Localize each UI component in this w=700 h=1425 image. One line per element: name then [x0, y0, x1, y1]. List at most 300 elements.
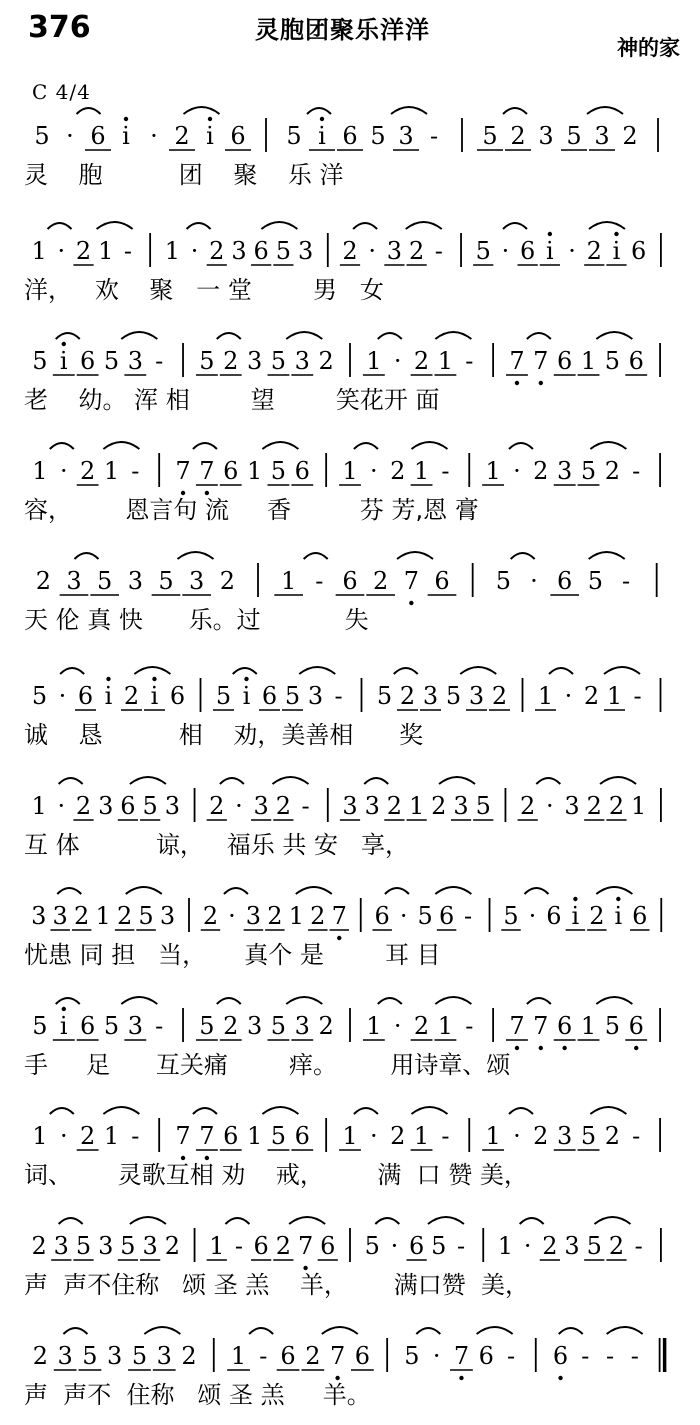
- note: 3: [231, 237, 247, 265]
- slur: [217, 997, 322, 1004]
- note: ·: [58, 682, 67, 710]
- slur: [249, 1327, 358, 1334]
- note: 1: [95, 902, 111, 930]
- note: -: [131, 457, 140, 485]
- note: 6: [280, 1342, 296, 1370]
- note: i: [571, 902, 580, 930]
- slur: [59, 777, 166, 784]
- lyrics-line: 互 体 谅， 福乐 共 安 享，: [24, 831, 409, 859]
- note: 5: [270, 457, 287, 485]
- note: 2: [318, 1012, 334, 1040]
- note: 2: [510, 122, 526, 150]
- music-system: [24, 1320, 678, 1425]
- note: 5: [445, 682, 462, 710]
- high-octave-dot: [62, 342, 66, 346]
- note: i: [150, 682, 159, 710]
- note: 2: [75, 792, 92, 820]
- note: i: [104, 682, 113, 710]
- note: 2: [533, 457, 549, 485]
- note: 2: [209, 792, 225, 820]
- note: 2: [491, 682, 508, 710]
- note: 3: [294, 347, 310, 375]
- note: 7: [533, 1012, 549, 1040]
- note: 5: [370, 122, 386, 150]
- note: i: [318, 122, 326, 150]
- note: 5: [482, 122, 498, 150]
- note: 3: [453, 792, 469, 820]
- note: 3: [52, 902, 68, 930]
- slur: [559, 1327, 643, 1334]
- note: 5: [431, 1232, 447, 1260]
- slur: [353, 222, 442, 229]
- note: 3: [294, 1012, 310, 1040]
- slur: [375, 1217, 464, 1224]
- note: ·: [66, 122, 74, 150]
- note: ·: [390, 1232, 399, 1260]
- note: 3: [53, 1232, 69, 1260]
- note: 3: [564, 792, 580, 820]
- note: 2: [123, 682, 140, 710]
- high-octave-dot: [106, 677, 110, 681]
- note: 3: [398, 122, 414, 150]
- note: 6: [546, 902, 562, 930]
- note: -: [441, 1122, 450, 1150]
- note: 2: [608, 792, 625, 820]
- note: 6: [320, 1232, 336, 1260]
- note: 3: [107, 1342, 123, 1370]
- note: 3: [127, 347, 143, 375]
- note: 2: [431, 792, 447, 820]
- note: -: [606, 1342, 615, 1370]
- note: 7: [331, 902, 347, 930]
- note: 6: [253, 237, 269, 265]
- note: 1: [437, 1012, 454, 1040]
- note: 5: [364, 1232, 380, 1260]
- note: ·: [57, 237, 66, 265]
- note: 1: [485, 1122, 501, 1150]
- slur: [354, 1107, 448, 1114]
- note: 5: [270, 347, 287, 375]
- slur: [304, 552, 433, 559]
- note: 5: [587, 567, 603, 595]
- note: 6: [223, 1122, 239, 1150]
- note: 5: [580, 1122, 597, 1150]
- note: ·: [150, 122, 158, 150]
- slur: [63, 1327, 180, 1334]
- note: -: [315, 567, 324, 595]
- slur: [385, 887, 471, 894]
- note: 6: [557, 1012, 573, 1040]
- note: 3: [66, 567, 82, 595]
- slur: [233, 667, 336, 674]
- note: 1: [209, 1232, 225, 1260]
- note: 2: [589, 902, 605, 930]
- note: 6: [294, 457, 310, 485]
- note: 5: [270, 1122, 287, 1150]
- note: 6: [342, 567, 358, 595]
- note: ·: [368, 237, 377, 265]
- note: 1: [281, 567, 297, 595]
- note: 6: [79, 1012, 96, 1040]
- lyrics-line: 声 声不住称 颂 圣 羔 羊， 满口赞 美，: [24, 1271, 529, 1299]
- note: 6: [120, 792, 136, 820]
- note: ·: [546, 792, 554, 820]
- note: 5: [284, 682, 301, 710]
- slur: [378, 997, 472, 1004]
- note: 7: [533, 347, 549, 375]
- note: 2: [79, 457, 96, 485]
- note: 1: [288, 902, 304, 930]
- note: 2: [520, 792, 536, 820]
- note: -: [155, 347, 164, 375]
- note: 5: [34, 122, 50, 150]
- note: ·: [530, 567, 538, 595]
- note: 5: [580, 457, 597, 485]
- note: 6: [557, 567, 573, 595]
- note: 2: [32, 1342, 49, 1370]
- note: -: [630, 1342, 639, 1370]
- note: 2: [75, 237, 92, 265]
- note: 2: [275, 792, 292, 820]
- note: 3: [594, 122, 610, 150]
- note: 3: [557, 1122, 573, 1150]
- slur: [511, 552, 625, 559]
- note: 5: [275, 237, 292, 265]
- note: i: [59, 1012, 68, 1040]
- note: -: [456, 1232, 466, 1260]
- note: 3: [422, 682, 439, 710]
- note: ·: [399, 902, 408, 930]
- note: 2: [202, 902, 219, 930]
- note: i: [206, 122, 214, 150]
- slur: [527, 997, 632, 1004]
- note: 6: [631, 237, 647, 265]
- note: 2: [390, 1122, 406, 1150]
- slur: [60, 667, 170, 674]
- note: 2: [533, 1122, 549, 1150]
- note: 3: [127, 1012, 143, 1040]
- note: -: [465, 347, 474, 375]
- note: ·: [393, 1012, 402, 1040]
- high-octave-dot: [548, 232, 552, 236]
- note: i: [122, 122, 130, 150]
- note: 2: [413, 1012, 430, 1040]
- note: 3: [164, 792, 180, 820]
- note: 6: [223, 457, 239, 485]
- note: 5: [404, 1342, 420, 1370]
- note: 6: [478, 1342, 494, 1370]
- note: 3: [156, 1342, 172, 1370]
- note: 6: [438, 902, 455, 930]
- high-octave-dot: [208, 117, 212, 121]
- note: -: [634, 1232, 643, 1260]
- slur: [193, 1107, 298, 1114]
- note: 3: [245, 902, 262, 930]
- note: 5: [604, 347, 621, 375]
- note: 2: [622, 122, 638, 150]
- lyrics-line: 词、 灵歌互相 劝 戒， 满 口 赞 美，: [24, 1161, 528, 1189]
- slur: [378, 332, 472, 339]
- high-octave-dot: [152, 677, 156, 681]
- note: -: [434, 237, 443, 265]
- note: 2: [181, 1342, 197, 1370]
- slur: [224, 887, 332, 894]
- note: 1: [366, 347, 382, 375]
- note: 3: [246, 347, 263, 375]
- note: ·: [235, 792, 243, 820]
- note: ·: [393, 347, 402, 375]
- slur: [50, 1107, 140, 1114]
- key-time-signature: C 4/4: [32, 80, 91, 104]
- note: 1: [606, 682, 623, 710]
- high-octave-dot: [244, 677, 248, 681]
- note: -: [155, 1012, 164, 1040]
- note: 1: [537, 682, 554, 710]
- lyrics-line: 天 伦 真 快 乐。过 失: [24, 606, 369, 634]
- slur: [56, 997, 158, 1004]
- note: 5: [158, 567, 174, 595]
- hymn-source: 神的家: [617, 36, 680, 60]
- slur: [187, 222, 298, 229]
- note: 2: [74, 902, 90, 930]
- note: 3: [564, 1232, 580, 1260]
- slur: [527, 332, 632, 339]
- note: 2: [219, 567, 235, 595]
- note: 6: [632, 902, 648, 930]
- note: 1: [437, 347, 454, 375]
- note: 3: [253, 792, 269, 820]
- note: 6: [354, 1342, 371, 1370]
- note: ·: [370, 1122, 378, 1150]
- note: 7: [175, 1122, 191, 1150]
- note: ·: [568, 237, 576, 265]
- slur: [520, 1217, 631, 1224]
- note: 1: [580, 1012, 597, 1040]
- note: i: [59, 347, 68, 375]
- note: 5: [417, 902, 433, 930]
- note: 2: [413, 347, 430, 375]
- note: 3: [342, 792, 358, 820]
- note: 1: [580, 347, 597, 375]
- note: 5: [103, 347, 120, 375]
- note: 1: [98, 237, 114, 265]
- high-octave-dot: [573, 897, 577, 901]
- note: 2: [116, 902, 133, 930]
- note: 3: [386, 237, 403, 265]
- note: -: [259, 1342, 268, 1370]
- note: 6: [628, 347, 644, 375]
- note: 6: [253, 1232, 269, 1260]
- high-octave-dot: [320, 117, 324, 121]
- note: 5: [82, 1342, 98, 1370]
- note: 2: [586, 792, 602, 820]
- note: 5: [270, 1012, 287, 1040]
- note: -: [334, 682, 343, 710]
- note: -: [621, 567, 631, 595]
- note: 3: [364, 792, 380, 820]
- note: 5: [566, 122, 582, 150]
- note: 5: [31, 682, 48, 710]
- note: 2: [209, 237, 225, 265]
- note: 3: [57, 1342, 73, 1370]
- high-octave-dot: [614, 232, 618, 236]
- note: 6: [408, 1232, 425, 1260]
- note: -: [633, 682, 642, 710]
- note: 2: [223, 1012, 239, 1040]
- note: 1: [31, 792, 47, 820]
- note: 2: [373, 567, 389, 595]
- note: -: [581, 1342, 590, 1370]
- slur: [536, 777, 636, 784]
- note: 1: [342, 457, 358, 485]
- note: 7: [329, 1342, 346, 1370]
- lyrics-line: 忧患 同 担 当， 真个 是 耳 目: [24, 941, 441, 969]
- note: 5: [495, 567, 511, 595]
- lyrics-line: 洋， 欢 聚 一 堂 男 女: [24, 276, 384, 304]
- note: -: [234, 1232, 244, 1260]
- note: 3: [98, 792, 114, 820]
- note: 2: [275, 1232, 292, 1260]
- note: 5: [199, 1012, 215, 1040]
- note: ·: [432, 1342, 441, 1370]
- slur: [48, 222, 133, 229]
- note: 6: [557, 347, 573, 375]
- note: 5: [604, 1012, 621, 1040]
- note: 5: [475, 792, 491, 820]
- note: 5: [138, 902, 154, 930]
- note: 3: [127, 567, 143, 595]
- note: 1: [32, 1122, 48, 1150]
- slur: [225, 1217, 325, 1224]
- note: 7: [199, 1122, 215, 1150]
- note: 1: [485, 457, 501, 485]
- note: 6: [79, 347, 96, 375]
- note: 1: [497, 1232, 514, 1260]
- high-octave-dot: [124, 117, 128, 121]
- note: 7: [509, 347, 525, 375]
- lyrics-line: 容， 恩言句 流 香 芬 芳,恩 膏: [24, 496, 479, 524]
- note: -: [506, 1342, 516, 1370]
- note: 3: [307, 682, 324, 710]
- note: 3: [538, 122, 554, 150]
- note: 6: [520, 237, 536, 265]
- note: -: [123, 237, 132, 265]
- note: 7: [509, 1012, 525, 1040]
- slur: [220, 777, 309, 784]
- note: 1: [103, 457, 120, 485]
- note: 5: [475, 237, 491, 265]
- note: i: [546, 237, 554, 265]
- note: 3: [297, 237, 314, 265]
- note: 1: [413, 457, 430, 485]
- note: 7: [403, 567, 419, 595]
- note: 7: [453, 1342, 470, 1370]
- note: 2: [608, 1232, 625, 1260]
- lyrics-line: 声 声不 住称 颂 圣 羔 羊。: [24, 1381, 371, 1409]
- note: -: [301, 792, 310, 820]
- note: ·: [528, 902, 537, 930]
- note: ·: [564, 682, 573, 710]
- note: 3: [246, 1012, 263, 1040]
- note: 5: [32, 347, 48, 375]
- slur: [56, 332, 158, 339]
- lyrics-line: 灵 胞 团 聚 乐 洋: [24, 161, 344, 189]
- slur: [59, 1217, 166, 1224]
- lyrics-line: 老 幼。 浑 相 望 笑花开 面: [24, 386, 440, 414]
- note: 2: [31, 1232, 47, 1260]
- note: i: [242, 682, 251, 710]
- note: -: [429, 122, 439, 150]
- note: i: [612, 237, 621, 265]
- note: 3: [557, 457, 573, 485]
- note: 5: [75, 1232, 92, 1260]
- note: 5: [103, 1012, 120, 1040]
- slur: [75, 552, 214, 559]
- note: -: [465, 1012, 474, 1040]
- note: 6: [628, 1012, 644, 1040]
- note: ·: [228, 902, 236, 930]
- note: 6: [434, 567, 450, 595]
- slur: [193, 442, 298, 449]
- note: ·: [370, 457, 378, 485]
- note: 6: [342, 122, 358, 150]
- note: 3: [31, 902, 47, 930]
- note: 1: [246, 1122, 263, 1150]
- note: ·: [513, 457, 521, 485]
- slur: [416, 1327, 512, 1334]
- note: 2: [583, 682, 600, 710]
- slur: [57, 887, 162, 894]
- note: 6: [90, 122, 106, 150]
- note: ·: [190, 237, 199, 265]
- note: 5: [376, 682, 393, 710]
- note: ·: [59, 457, 68, 485]
- note: 6: [261, 682, 278, 710]
- slur: [503, 107, 623, 114]
- high-octave-dot: [62, 1007, 66, 1011]
- slur: [503, 222, 625, 229]
- note: 2: [342, 237, 358, 265]
- note: 2: [318, 347, 334, 375]
- note: 2: [310, 902, 326, 930]
- note: 1: [246, 457, 263, 485]
- note: 2: [399, 682, 416, 710]
- note: 1: [342, 1122, 358, 1150]
- note: ·: [59, 1122, 68, 1150]
- note: 2: [35, 567, 51, 595]
- slur: [509, 442, 626, 449]
- high-octave-dot: [616, 897, 620, 901]
- note: 2: [305, 1342, 321, 1370]
- note: 1: [164, 237, 180, 265]
- note: 2: [586, 237, 602, 265]
- note: 5: [199, 347, 215, 375]
- note: 1: [408, 792, 425, 820]
- note: 5: [215, 682, 232, 710]
- lyrics-line: 手 足 互关痛 痒。 用诗章、颂: [24, 1051, 511, 1079]
- note: -: [632, 1122, 641, 1150]
- slur: [364, 777, 475, 784]
- note: ·: [523, 1232, 532, 1260]
- note: 2: [267, 902, 283, 930]
- note: 6: [77, 682, 94, 710]
- note: 2: [164, 1232, 180, 1260]
- note: 2: [390, 457, 406, 485]
- note: ·: [57, 792, 66, 820]
- note: 1: [366, 1012, 382, 1040]
- note: 3: [98, 1232, 114, 1260]
- note: -: [632, 457, 641, 485]
